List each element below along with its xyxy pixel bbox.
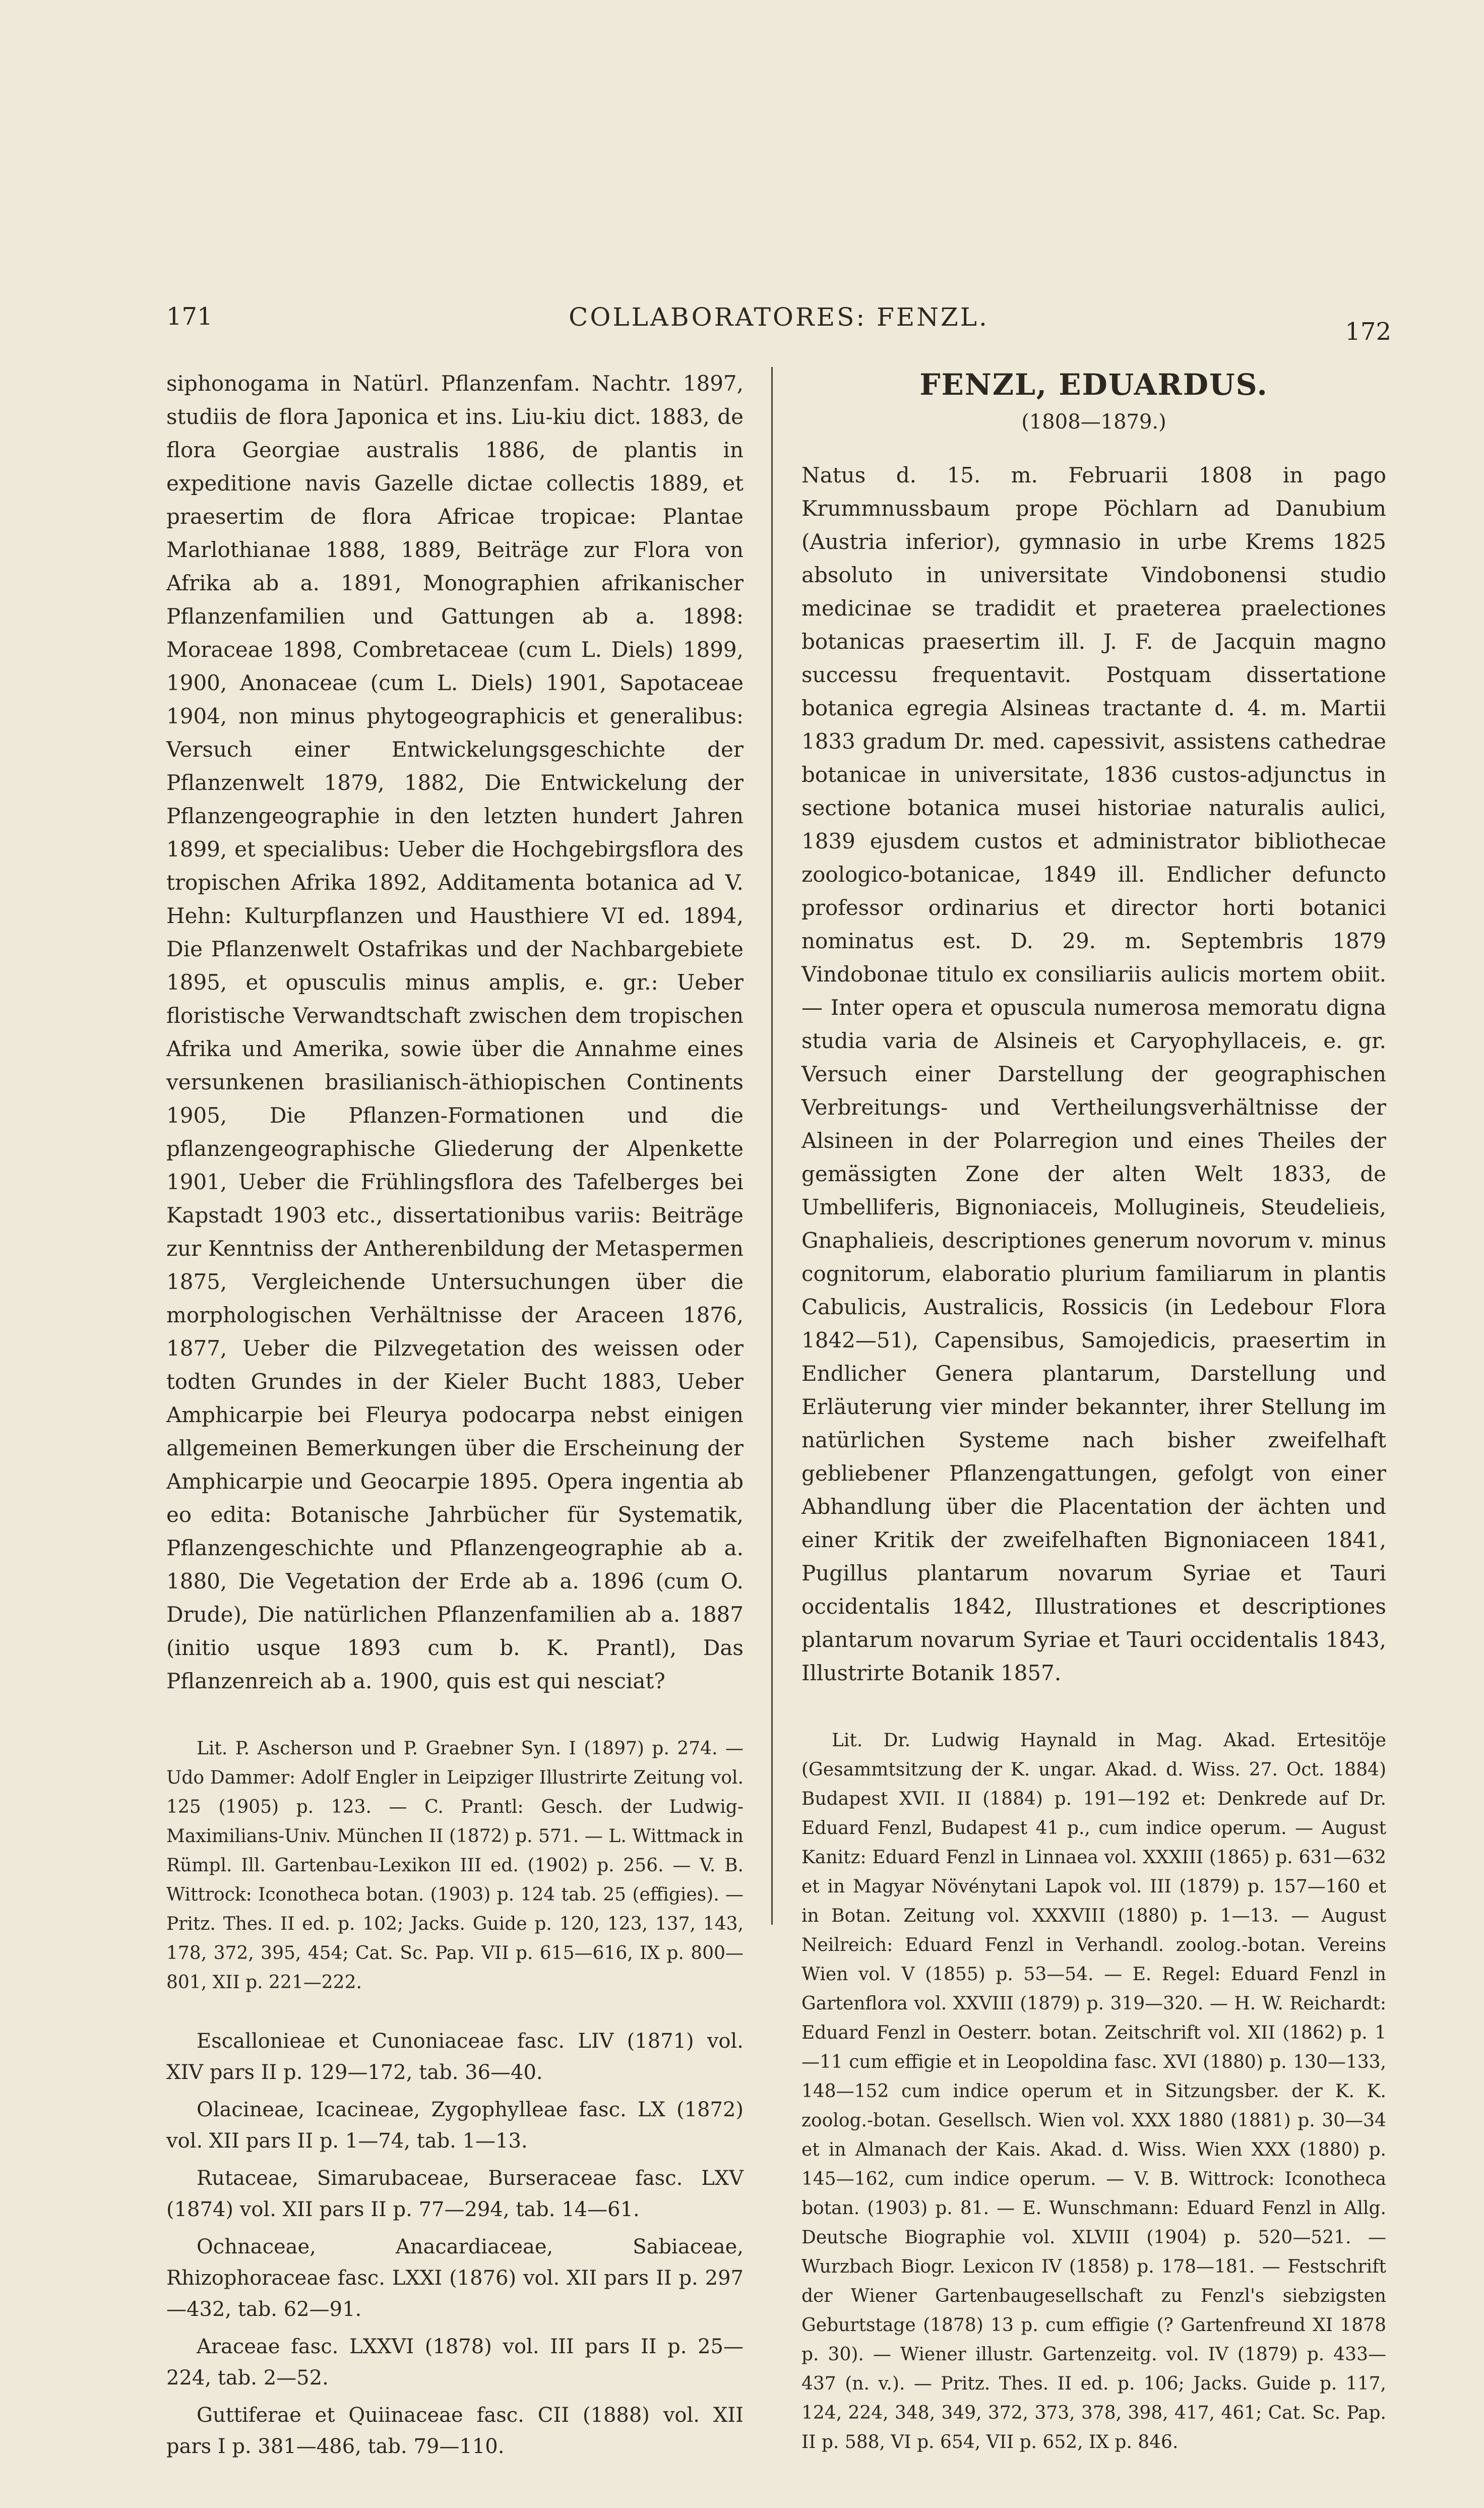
left-body-paragraph: siphonogama in Natürl. Pflanzenfam. Nachtr. 1897, studiis de flora Japonica et ins. Liu-kiu dict. 1883, de flora Georgiae australis 1886, de plantis in expeditione navis Gazelle dictae collectis 1889, et praesertim de flora Africae tropicae: Plantae Marlothianae 1888, 1889, Beiträge zur Flora von Afrika ab a. 1891, Monographien afrikanischer Pflanzenfamilien und Gattungen ab a. 1898: Moraceae 1898, Combretaceae (cum L. Diels) 1899, 1900, Anonaceae (cum L. Diels) 1901, Sapotaceae 1904, non minus phytogeographicis et generalibus: Versuch einer Entwickelungsgeschichte der Pflanzenwelt 1879, 1882, Die Entwickelung der Pflanzengeographie in den letzten hundert Jahren 1899, et specialibus: Ueber die Hochgebirgsflora des tropischen Afrika 1892, Additamenta botanica ad V. Hehn: Kulturpflanzen und Hausthiere VI ed. 1894, Die Pflanzenwelt Ostafrikas und der Nachbargebiete 1895, et opusculis minus amplis, e. gr.: Ueber floristische Verwandtschaft zwischen dem tropischen Afrika und Amerika, sowie über die Annahme eines versunkenen brasilianisch-äthiopischen Continents 1905, Die Pflanzen-Formationen und die pflanzengeographische Gliederung der Alpenkette 1901, Ueber die Frühlingsflora des Tafelberges bei Kapstadt 1903 etc., dissertationibus variis: Beiträge zur Kenntniss der Antherenbildung der Metaspermen 1875, Vergleichende Untersuchungen über die morphologischen Verhältnisse der Araceen 1876, 1877, Ueber die Pilzvegetation des weissen oder todten Grundes in der Kieler Bucht 1883, Ueber Amphicarpie bei Fleurya podocarpa nebst einigen allgemeinen Bemerkungen über die Erscheinung der Amphicarpie und Geocarpie 1895. Opera ingentia ab eo edita: Botanische Jahrbücher für Systematik, Pflanzengeschichte und Pflanzengeographie ab a. 1880, Die Vegetation der Erde ab a. 1896 (cum O. Drude), Die natürlichen Pflanzenfamilien ab a. 1887 (initio usque 1893 cum b. K. Prantl), Das Pflanzenreich ab a. 1900, quis est qui nesciat? [166,371,744,1693]
works-item: Escallonieae et Cunoniaceae fasc. LIV (1871) vol. XIV pars II p. 129—172, tab. 36—40. [166,2030,744,2084]
entry-dates: (1808—1879.) [1021,410,1166,434]
left-literature: Lit. P. Ascherson und P. Graebner Syn. I (1897) p. 274. — Udo Dammer: Adolf Engler in Leipziger Illustrirte Zeitung vol. 125 (1905) p. 123. — C. Prantl: Gesch. der Ludwig-Maximilians-Univ. München II (1872) p. 571. — L. Wittmack in Rümpl. Ill. Gartenbau-Lexikon III ed. (1902) p. 256. — V. B. Wittrock: Iconotheca botan. (1903) p. 124 tab. 25 (effigies). — Pritz. Thes. II ed. p. 102; Jacks. Guide p. 120, 123, 137, 143, 178, 372, 395, 454; Cat. Sc. Pap. VII p. 615—616, IX p. 800—801, XII p. 221—222. [166,1738,744,1993]
page-header [166,302,1391,346]
page-number-right: 172 [1345,318,1391,346]
left-column [166,367,744,2462]
entry-title: FENZL, EDUARDUS. [919,368,1268,402]
right-body-paragraph: Natus d. 15. m. Februarii 1808 in pago Krummnussbaum prope Pöchlarn ad Danubium (Austria inferior), gymnasio in urbe Krems 1825 absoluto in universitate Vindobonensi studio medicinae se tradidit et praeterea praelectiones botanicas praesertim ill. J. F. de Jacquin magno successu frequentavit. Postquam dissertatione botanica egregia Alsineas tractante d. 4. m. Martii 1833 gradum Dr. med. capessivit, assistens cathedrae botanicae in universitate, 1836 custos-adjunctus in sectione botanica musei historiae naturalis aulici, 1839 ejusdem custos et administrator bibliothecae zoologico-botanicae, 1849 ill. Endlicher defuncto professor ordinarius et director horti botanici nominatus est. D. 29. m. Septembris 1879 Vindobonae titulo ex consiliariis aulicis mortem obiit. — Inter opera et opuscula numerosa memoratu digna studia varia de Alsineis et Caryophyllaceis, e. gr. Versuch einer Darstellung der geographischen Verbreitungs- und Vertheilungsverhältnisse der Alsineen in der Polarregion und eines Theiles der gemässigten Zone der alten Welt 1833, de Umbelliferis, Bignoniaceis, Mollugineis, Steudelieis, Gnaphalieis, descriptiones generum novorum v. minus cognitorum, elaboratio plurium familiarum in plantis Cabulicis, Australicis, Rossicis (in Ledebour Flora 1842—51), Capensibus, Samojedicis, praesertim in Endlicher Genera plantarum, Darstellung und Erläuterung vier minder bekannter, ihrer Stellung im natürlichen Systeme nach bisher zweifelhaft gebliebener Pflanzengattungen, gefolgt von einer Abhandlung über die Placentation der ächten und einer Kritik der zweifelhaften Bignoniaceen 1841, Pugillus plantarum novarum Syriae et Tauri occidentalis 1842, Illustrationes et descriptiones plantarum novarum Syriae et Tauri occidentalis 1843, Illustrirte Botanik 1857. [801,463,1386,1685]
column-divider [771,367,773,1925]
right-column [801,367,1386,2457]
works-item: Ochnaceae, Anacardiaceae, Sabiaceae, Rhizophoraceae fasc. LXXI (1876) vol. XII pars II p. 297—432, tab. 62—91. [166,2235,744,2321]
works-item: Guttiferae et Quiinaceae fasc. CII (1888) vol. XII pars I p. 381—486, tab. 79—110. [166,2404,744,2458]
right-literature: Lit. Dr. Ludwig Haynald in Mag. Akad. Ertesitöje (Gesammtsitzung der K. ungar. Akad. d. Wiss. 27. Oct. 1884) Budapest XVII. II (1884) p. 191—192 et: Denkrede auf Dr. Eduard Fenzl, Budapest 41 p., cum indice operum. — August Kanitz: Eduard Fenzl in Linnaea vol. XXXIII (1865) p. 631—632 et in Magyar Növénytani Lapok vol. III (1879) p. 157—160 et in Botan. Zeitung vol. XXXVIII (1880) p. 1—13. — August Neilreich: Eduard Fenzl in Verhandl. zoolog.-botan. Vereins Wien vol. V (1855) p. 53—54. — E. Regel: Eduard Fenzl in Gartenflora vol. XXVIII (1879) p. 319—320. — H. W. Reichardt: Eduard Fenzl in Oesterr. botan. Zeitschrift vol. XII (1862) p. 1—11 cum effigie et in Leopoldina fasc. XVI (1880) p. 130—133, 148—152 cum indice operum et in Sitzungsber. der K. K. zoolog.-botan. Gesellsch. Wien vol. XXX 1880 (1881) p. 30—34 et in Almanach der Kais. Akad. d. Wiss. Wien XXX (1880) p. 145—162, cum indice operum. — V. B. Wittrock: Iconotheca botan. (1903) p. 81. — E. Wunschmann: Eduard Fenzl in Allg. Deutsche Biographie vol. XLVIII (1904) p. 520—521. — Wurzbach Biogr. Lexicon IV (1858) p. 178—181. — Festschrift der Wiener Gartenbaugesellschaft zu Fenzl's siebzigsten Geburtstage (1878) 13 p. cum effigie (? Gartenfreund XI 1878 p. 30). — Wiener illustr. Gartenzeitg. vol. IV (1879) p. 433—437 (n. v.). — Pritz. Thes. II ed. p. 106; Jacks. Guide p. 117, 124, 224, 348, 349, 372, 373, 378, 398, 417, 461; Cat. Sc. Pap. II p. 588, VI p. 654, VII p. 652, IX p. 846. [801,1730,1386,2453]
works-item: Rutaceae, Simarubaceae, Burseraceae fasc. LXV (1874) vol. XII pars II p. 77—294, tab. 14—61. [166,2167,744,2221]
works-item: Araceae fasc. LXXVI (1878) vol. III pars II p. 25—224, tab. 2—52. [166,2335,744,2390]
works-list [166,2026,744,2462]
works-item: Olacineae, Icacineae, Zygophylleae fasc. LX (1872) vol. XII pars II p. 1—74, tab. 1—13. [166,2098,744,2153]
running-head: COLLABORATORES: FENZL. [569,302,989,332]
page-number-left: 171 [166,302,213,331]
